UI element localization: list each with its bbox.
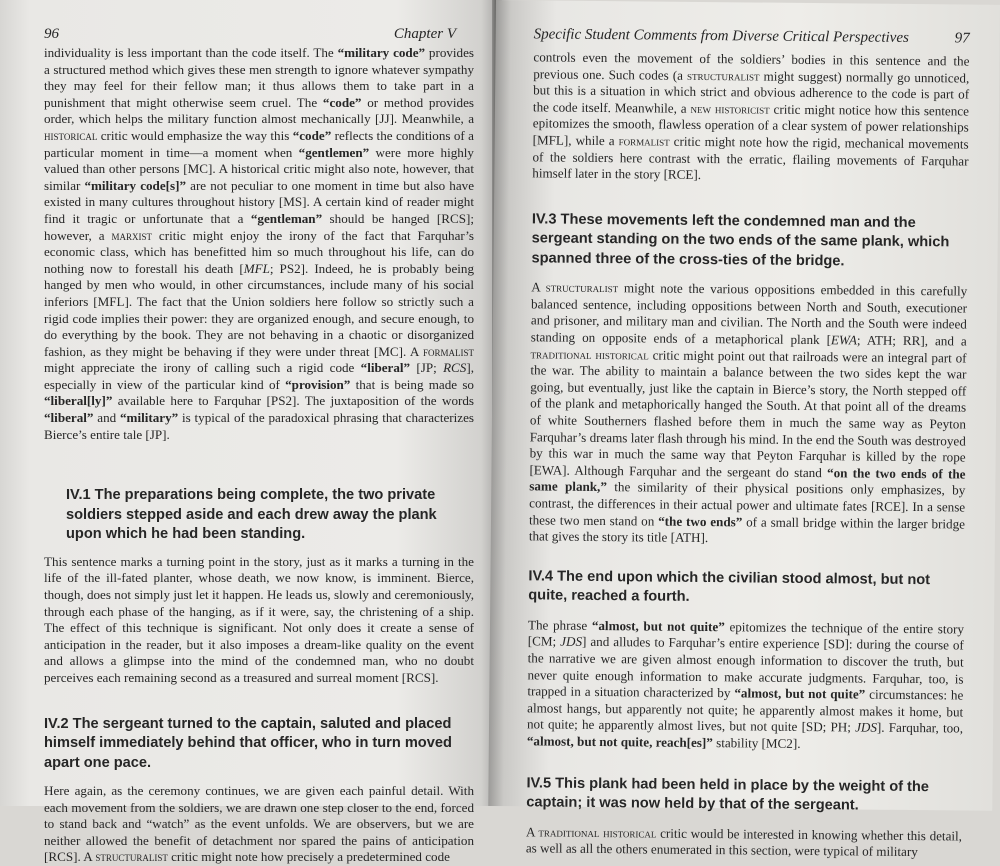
italic-citation: MFL <box>243 260 270 276</box>
quoted-phrase: “gentlemen” <box>298 144 370 160</box>
critic-label: formalist <box>422 343 474 359</box>
right-paragraph-1: controls even the movement of the soldiers’ bodies in this sentence and the previous one. Such codes (a structuralist might suggest) normally go unnoticed, but this is a situation in which strict and obvious adherence to the code is part of the code itself. Meanwhile, a new historicist critic might notice how this sentence epitomizes the smooth, flawless operation of a clear system of power relationships [MFL], while a formalist critic might note how the rigid, mechanical movements of the soldiers here contrast with the erratic, flailing movements of Farquhar himself later in the story [RCE]. <box>532 49 970 183</box>
section-iv4-body: The phrase “almost, but not quite” epitomizes the technique of the entire story [CM; JDS] and alludes to Farquhar’s entire experience [SD]: during the course of the narrative we are given almost enough information to discover the truth, but never quite enough information to make accurate judgments. Farquhar, too, is trapped in a situation characterized by “almost, but not quite” circumstances: he almost hangs, but apparently not quite; he apparently almost makes it home, but not quite; he apparently almost lives, but not quite [SD; PH; JDS]. Farquhar, too, “almost, but not quite, reach[es]” stability [MC2]. <box>526 617 965 751</box>
right-running-header <box>534 26 970 47</box>
italic-citation: JDS <box>855 719 878 736</box>
section-iv2-body: Here again, as the ceremony continues, we are given each painful detail. With each movement from the soldiers, we are drawn one step closer to the end, forced to stand back and “watch” as the event unfolds. We are observers, but we are neither allowed the benefit of detachment nor spared the pains of anticipation [RCS]. A structuralist critic might note how precisely a predetermined code <box>44 783 474 865</box>
critic-label: marxist <box>111 227 152 243</box>
quoted-phrase: “almost, but not quite, reach[es]” <box>526 733 713 751</box>
quoted-phrase: “on the two ends of the same plank,” <box>529 464 966 495</box>
quoted-phrase: “almost, but not quite” <box>591 617 725 634</box>
section-iv5-heading: IV.5 This plank had been held in place by the weight of the captain; it was now held by that of the sergeant. <box>526 774 930 814</box>
quoted-phrase: “military code” <box>337 45 426 60</box>
left-paragraph-1: individuality is less important than the code itself. The “military code” provides a structured method which gives these men strength to ignore whatever sympathy they may feel for their fellow man; it thus allows them to take part in a punishment that might otherwise seem cruel. The “code” or method provides order, which helps the military function almost mechanically [JJ]. Meanwhile, a historical critic would emphasize the way this “code” reflects the conditions of a particular moment in time—a moment when “gentlemen” were more highly valued than other persons [MC]. A historical critic might also note, however, that similar “military code[s]” are not peculiar to one moment in time but also have existed in many cultures throughout history [MS]. A certain kind of reader might find it tragic or unfortunate that a “gentleman” should be hanged [RCS]; however, a marxist critic might enjoy the irony of the fact that Farquhar’s economic class, which has benefitted him so much throughout his life, can do nothing now to forestall his death [MFL; PS2]. Indeed, he is probably being hanged by men who would, in other circumstances, include many of his social inferiors [MFL]. The fact that the Union soldiers here follow so strictly such a rigid code implies their power: they are organized enough, and secure enough, to do everything by the book. They are not behaving in a chaotic or disorganized fashion, as they might be behaving if they were under threat [MC]. A formalist might appreciate the irony of calling such a rigid code “liberal” [JP; RCS], especially in view of the particular kind of “provision” that is being made so “liberal[ly]” available here to Farquhar [PS2]. The juxtaposition of the words “liberal” and “military” is typical of the paradoxical phrasing that characterizes Bierce’s entire tale [JP]. <box>44 45 475 442</box>
quoted-phrase: “code” <box>292 127 332 143</box>
critic-label: formalist <box>618 133 670 149</box>
section-iv3-heading: IV.3 These movements left the condemned man and the sergeant standing on the two ends of the same plank, which spanned three of the cross-ties of the bridge. <box>531 211 950 270</box>
section-iv2-heading: IV.2 The sergeant turned to the captain, saluted and placed himself immediately behind that officer, who in turn moved apart one pace. <box>44 715 452 771</box>
critic-label: structuralist <box>95 849 168 865</box>
left-page-number: 96 <box>44 26 59 42</box>
quoted-phrase: “liberal” <box>44 410 94 426</box>
left-page <box>0 0 496 865</box>
quoted-phrase: “code” <box>322 94 362 110</box>
critic-label: historical <box>44 127 98 143</box>
right-page-number: 97 <box>954 30 970 47</box>
italic-citation: RCS <box>443 360 467 376</box>
right-page <box>488 0 1000 860</box>
right-running-head: Specific Student Comments from Diverse Critical Perspectives <box>533 26 909 46</box>
left-running-header <box>44 26 474 43</box>
critic-label: traditional historical <box>530 345 649 363</box>
quoted-phrase: “military code[s]” <box>84 177 187 193</box>
critic-label: new historicist <box>690 100 770 117</box>
section-iv1-heading: IV.1 The preparations being complete, the two private soldiers stepped aside and each drew away the plank upon which he had been standing. <box>66 487 437 543</box>
quoted-phrase: “military” <box>119 410 179 426</box>
italic-citation: EWA <box>830 332 858 348</box>
critic-label: traditional historical <box>538 823 657 841</box>
section-iv4-heading: IV.4 The end upon which the civilian stood almost, but not quite, reached a fourth. <box>528 568 931 606</box>
left-running-head: Chapter V <box>393 26 456 42</box>
quoted-phrase: “liberal” <box>360 360 411 376</box>
section-iv3-body: A structuralist might note the various oppositions embedded in this carefully balanced sentence, including oppositions between North and South, executioner and prisoner, and military man and civilian. The North and the South were indeed standing on opposite ends of a metaphorical plank [EWA; ATH; RR], and a traditional historical critic might point out that railroads were an integral part of the war. The ability to maintain a balance between the two sides kept the war going, but eventually, just like the captain in Bierce’s story, the North stepped off of the plank and metaphorically hanged the South. At that point all of the dreams of white Southerners flashed before them in much the same way as Peyton Farquhar’s dreams later flash through his mind. In the end the South was destroyed by this war in much the same way that Peyton Farquhar is killed by the rope [EWA]. Although Farquhar and the sergeant do stand “on the two ends of the same plank,” the similarity of their physical positions only emphasizes, by contrast, the differences in their actual power and ultimate fates [RCE]. In a sense these two men stand on “the two ends” of a small bridge within the larger bridge that gives the story its title [ATH]. <box>528 279 968 546</box>
section-iv1-body: This sentence marks a turning point in the story, just as it marks a turning in the life of the ill-fated planter, whose death, we now know, is imminent. Bierce, though, does not simply just let it happen. He leads us, slowly and ceremoniously, through each phase of the hanging, as if it were, say, the christening of a ship. The effect of this technique is significant. Not only does it create a sense of anticipation in the reader, but it also imposes a dream-like quality on the event and allows a glimpse into the mind of the condemned man, who no doubt perceives each remaining second as a treasured and surreal moment [RCS]. <box>44 553 474 685</box>
critic-label: structuralist <box>545 279 619 296</box>
quoted-phrase: “the two ends” <box>658 513 743 529</box>
quoted-phrase: “almost, but not quite” <box>734 685 866 702</box>
quoted-phrase: “provision” <box>285 376 351 392</box>
critic-label: structuralist <box>686 67 760 84</box>
quoted-phrase: “gentleman” <box>250 210 323 226</box>
quoted-phrase: “liberal[ly]” <box>44 393 113 409</box>
section-iv5-body: A traditional historical critic would be interested in knowing whether this detail, as well as all the others enumerated in this section, were typical of military <box>525 823 963 860</box>
italic-citation: JDS <box>560 633 583 650</box>
